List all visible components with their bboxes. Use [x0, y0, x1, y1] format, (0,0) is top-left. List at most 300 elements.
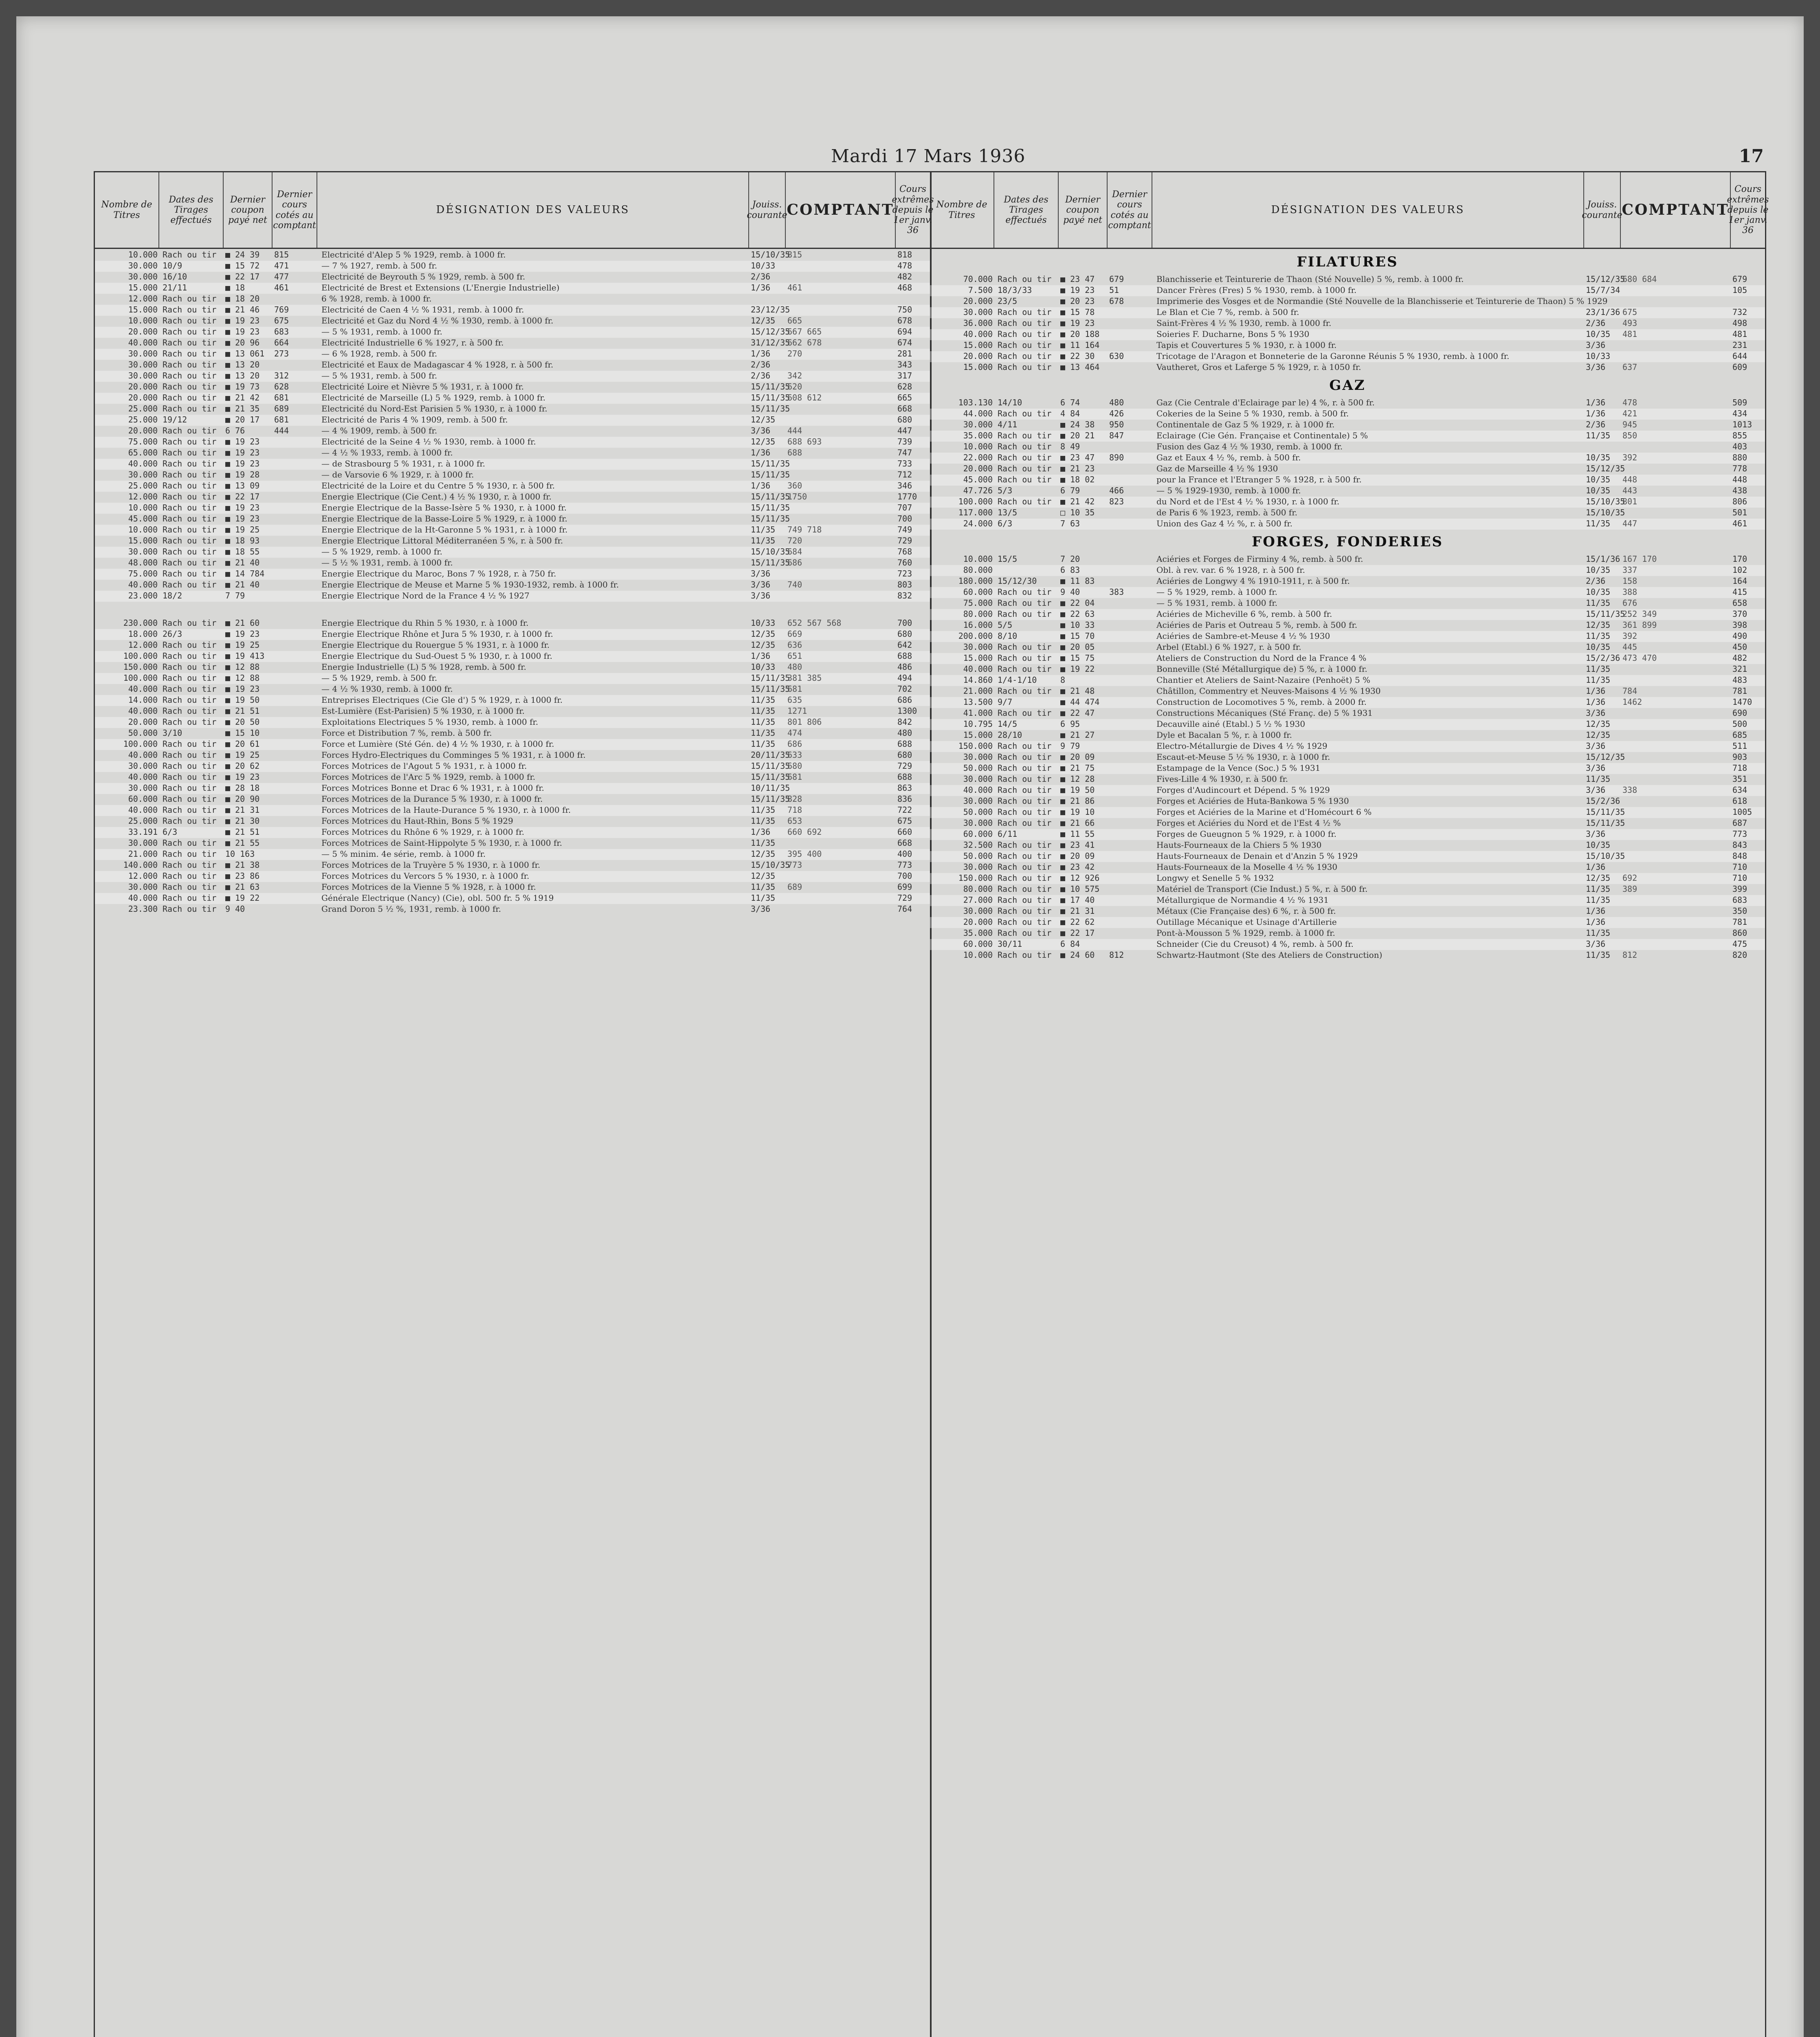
table-row	[930, 497, 1765, 508]
titres-count: 30.000	[963, 774, 993, 784]
extreme-price: 317	[897, 371, 912, 381]
titres-count: 30.000	[963, 307, 993, 317]
tirage-date: Rach ou tir	[998, 497, 1052, 506]
extreme-price: 678	[897, 316, 912, 326]
coupon-value: ■ 24 38	[1060, 420, 1095, 429]
coupon-value: ■ 28 18	[225, 783, 260, 793]
titres-count: 230.000	[123, 618, 158, 628]
comptant-price: 740	[787, 580, 802, 590]
titres-count: 30.000	[128, 371, 158, 381]
extreme-price: 773	[897, 860, 912, 870]
titres-count: 15.000	[963, 730, 993, 740]
table-row	[930, 285, 1765, 296]
table-row	[930, 730, 1765, 741]
table-row	[930, 829, 1765, 840]
extreme-price: 818	[897, 250, 912, 260]
comptant-price: 749 718	[787, 525, 822, 535]
tirage-date: Rach ou tir	[163, 860, 217, 870]
extreme-price: 683	[1732, 895, 1747, 905]
coupon-value: 7 63	[1060, 519, 1080, 528]
titres-count: 100.000	[123, 739, 158, 749]
coupon-value: ■ 22 17	[1060, 928, 1095, 938]
table-row	[930, 307, 1765, 318]
security-name: — 4 % 1909, remb. à 500 fr.	[321, 426, 437, 436]
table-row	[95, 360, 930, 371]
titres-count: 15.000	[963, 340, 993, 350]
col-dates: Dates des Tirages effectués	[159, 172, 224, 248]
extreme-price: 482	[1732, 653, 1747, 663]
table-row	[930, 752, 1765, 763]
table-row	[930, 939, 1765, 950]
table-row	[930, 318, 1765, 329]
extreme-price: 686	[897, 695, 912, 705]
coupon-value: ■ 20 09	[1060, 851, 1095, 861]
coupon-value: ■ 19 10	[1060, 807, 1095, 817]
table-row	[95, 272, 930, 283]
extreme-price: 880	[1732, 453, 1747, 462]
jouissance: 15/11/35	[1586, 807, 1625, 817]
col-coupon: Dernier coupon payé net	[1059, 172, 1108, 248]
security-name: Energie Electrique Rhône et Jura 5 % 1930, r. à 1000 fr.	[321, 629, 553, 639]
comptant-price: 815	[787, 250, 802, 260]
tirage-date: Rach ou tir	[163, 371, 217, 381]
comptant-price: 686	[787, 739, 802, 749]
comptant-price: 684	[787, 547, 802, 557]
coupon-value: ■ 20 17	[225, 415, 260, 425]
titres-count: 36.000	[963, 318, 993, 328]
table-row	[95, 470, 930, 481]
titres-count: 150.000	[958, 873, 993, 883]
jouissance: 15/2/36	[1586, 653, 1620, 663]
extreme-price: 494	[897, 673, 912, 683]
tirage-date: Rach ou tir	[163, 618, 217, 628]
titres-count: 30.000	[128, 272, 158, 282]
jouissance: 15/12/35	[1586, 274, 1625, 284]
titres-count: 40.000	[128, 459, 158, 469]
table-row	[930, 554, 1765, 565]
security-name: Electricité et Eaux de Madagascar 4 % 1928, r. à 500 fr.	[321, 360, 554, 370]
tirage-date: 6/3	[998, 519, 1013, 528]
extreme-price: 675	[897, 816, 912, 826]
titres-count: 45.000	[963, 475, 993, 484]
coupon-value: ■ 21 66	[1060, 818, 1095, 828]
tirage-date: 16/10	[163, 272, 187, 282]
table-row	[95, 728, 930, 739]
tirage-date: Rach ou tir	[163, 437, 217, 447]
security-name: — 4 ½ % 1930, remb. à 1000 fr.	[321, 684, 453, 694]
extreme-price: 729	[897, 761, 912, 771]
table-row	[95, 514, 930, 525]
titres-count: 30.000	[128, 349, 158, 359]
tirage-date: Rach ou tir	[998, 785, 1052, 795]
tirage-date: 6/11	[998, 829, 1018, 839]
security-name: du Nord et de l'Est 4 ½ % 1930, r. à 1000 fr.	[1156, 497, 1340, 506]
table-row	[95, 882, 930, 893]
table-row	[95, 316, 930, 327]
jouissance: 3/36	[751, 580, 771, 590]
col-jouiss: Jouiss. courante	[749, 172, 786, 248]
extreme-price: 343	[897, 360, 912, 370]
coupon-value: 7 20	[1060, 554, 1080, 564]
jouissance: 12/35	[1586, 873, 1611, 883]
security-name: Ateliers de Construction du Nord de la France 4 %	[1156, 653, 1367, 663]
coupon-value: 6 79	[1060, 486, 1080, 495]
comptant-price: 688 693	[787, 437, 822, 447]
comptant-price: 812	[1622, 950, 1638, 960]
tirage-date: Rach ou tir	[998, 409, 1052, 418]
comptant-price: 801 806	[787, 717, 822, 727]
titres-count: 40.000	[963, 664, 993, 674]
security-name: Forces Motrices Bonne et Drac 6 % 1931, r. à 1000 fr.	[321, 783, 545, 793]
extreme-price: 1300	[897, 706, 917, 716]
coupon-value: ■ 21 23	[1060, 464, 1095, 473]
titres-count: 30.000	[128, 261, 158, 271]
security-name: Générale Electrique (Nancy) (Cie), obl. 500 fr. 5 % 1919	[321, 893, 554, 903]
titres-count: 48.000	[128, 558, 158, 568]
tirage-date: Rach ou tir	[163, 838, 217, 848]
last-price: 681	[274, 393, 289, 403]
jouissance: 23/12/35	[751, 305, 790, 315]
tirage-date: Rach ou tir	[998, 664, 1052, 674]
coupon-value: ■ 13 20	[225, 371, 260, 381]
extreme-price: 370	[1732, 609, 1747, 619]
extreme-price: 680	[897, 415, 912, 425]
security-name: Matériel de Transport (Cie Indust.) 5 %, r. à 500 fr.	[1156, 884, 1368, 894]
tirage-date: Rach ou tir	[998, 752, 1052, 762]
titres-count: 180.000	[958, 576, 993, 586]
extreme-price: 350	[1732, 906, 1747, 916]
coupon-value: 8 49	[1060, 442, 1080, 451]
table-row	[930, 950, 1765, 961]
tirage-date: Rach ou tir	[998, 362, 1052, 372]
coupon-value: ■ 21 63	[225, 882, 260, 892]
comptant-price: 447	[1622, 519, 1638, 528]
security-name: Electricité de Paris 4 % 1909, remb. à 500 fr.	[321, 415, 508, 425]
comptant-price: 1271	[787, 706, 807, 716]
jouissance: 15/11/35	[751, 673, 790, 683]
extreme-price: 903	[1732, 752, 1747, 762]
titres-count: 50.000	[128, 728, 158, 738]
tirage-date: Rach ou tir	[163, 651, 217, 661]
tirage-date: Rach ou tir	[163, 316, 217, 326]
comptant-price: 945	[1622, 420, 1638, 429]
extreme-price: 478	[897, 261, 912, 271]
comptant-price: 720	[787, 536, 802, 546]
tirage-date: Rach ou tir	[998, 442, 1052, 451]
jouissance: 15/11/35	[751, 459, 790, 469]
table-row	[930, 620, 1765, 631]
table-row	[930, 928, 1765, 939]
titres-count: 150.000	[958, 741, 993, 751]
security-name: Energie Electrique de Meuse et Marne 5 % 1930-1932, remb. à 1000 fr.	[321, 580, 619, 590]
coupon-value: ■ 23 42	[1060, 862, 1095, 872]
coupon-value: ■ 21 46	[225, 305, 260, 315]
table-row	[95, 393, 930, 404]
tirage-date: Rach ou tir	[998, 686, 1052, 696]
jouissance: 15/2/36	[1586, 796, 1620, 806]
coupon-value: ■ 15 78	[1060, 307, 1095, 317]
tirage-date: Rach ou tir	[163, 393, 217, 403]
last-price: 630	[1109, 351, 1124, 361]
jouissance: 15/11/35	[751, 558, 790, 568]
table-row	[930, 329, 1765, 340]
table-row	[95, 492, 930, 503]
coupon-value: ■ 22 63	[1060, 609, 1095, 619]
jouissance: 15/11/35	[751, 404, 790, 414]
jouissance: 15/11/35	[751, 772, 790, 782]
coupon-value: ■ 19 22	[225, 893, 260, 903]
tirage-date: Rach ou tir	[998, 340, 1052, 350]
extreme-price: 842	[897, 717, 912, 727]
titres-count: 50.000	[963, 851, 993, 861]
table-row	[95, 547, 930, 558]
tirage-date: Rach ou tir	[998, 807, 1052, 817]
coupon-value: ■ 21 31	[225, 805, 260, 815]
coupon-value: ■ 18 55	[225, 547, 260, 557]
titres-count: 12.000	[128, 640, 158, 650]
coupon-value: ■ 15 72	[225, 261, 260, 271]
coupon-value: ■ 12 28	[1060, 774, 1095, 784]
tirage-date: 23/5	[998, 296, 1018, 306]
jouissance: 2/36	[1586, 576, 1606, 586]
table-row	[95, 459, 930, 470]
extreme-price: 486	[897, 662, 912, 672]
jouissance: 11/35	[1586, 950, 1611, 960]
titres-count: 10.000	[963, 442, 993, 451]
comptant-price: 652 567 568	[787, 618, 842, 628]
table-row	[930, 362, 1765, 373]
tirage-date: Rach ou tir	[163, 360, 217, 370]
coupon-value: ■ 11 164	[1060, 340, 1100, 350]
jouissance: 15/10/35	[751, 250, 790, 260]
table-row	[95, 382, 930, 393]
titres-count: 15.000	[128, 283, 158, 293]
last-price: 480	[1109, 398, 1124, 407]
jouissance: 11/35	[751, 695, 776, 705]
extreme-price: 750	[897, 305, 912, 315]
titres-count: 10.000	[128, 525, 158, 535]
jouissance: 12/35	[751, 415, 776, 425]
jouissance: 1/36	[751, 283, 771, 293]
tirage-date: Rach ou tir	[163, 492, 217, 502]
tirage-date: 28/10	[998, 730, 1022, 740]
comptant-price: 360	[787, 481, 802, 491]
last-price: 312	[274, 371, 289, 381]
extreme-price: 712	[897, 470, 912, 480]
comptant-price: 681	[787, 684, 802, 694]
col-nombre: Nombre de Titres	[930, 172, 994, 248]
comptant-price: 718	[787, 805, 802, 815]
tirage-date: Rach ou tir	[163, 305, 217, 315]
titres-count: 12.000	[128, 294, 158, 304]
jouissance: 15/11/35	[751, 393, 790, 403]
last-price: 675	[274, 316, 289, 326]
coupon-value: 6 74	[1060, 398, 1080, 407]
comptant-price: 660 692	[787, 827, 822, 837]
titres-count: 20.000	[128, 393, 158, 403]
table-row	[930, 464, 1765, 475]
table-row	[95, 827, 930, 838]
titres-count: 15.000	[963, 362, 993, 372]
tirage-date: Rach ou tir	[163, 783, 217, 793]
security-name: Métallurgique de Normandie 4 ½ % 1931	[1156, 895, 1329, 905]
comptant-price: 474	[787, 728, 802, 738]
jouissance: 11/35	[1586, 884, 1611, 894]
comptant-price: 1462	[1622, 697, 1642, 707]
coupon-value: ■ 13 09	[225, 481, 260, 491]
tirage-date: 21/11	[163, 283, 187, 293]
tirage-date: 1/4-1/10	[998, 675, 1037, 685]
coupon-value: ■ 22 62	[1060, 917, 1095, 927]
security-name: — 4 ½ % 1933, remb. à 1000 fr.	[321, 448, 453, 458]
extreme-price: 501	[1732, 508, 1747, 517]
comptant-price: 681	[787, 772, 802, 782]
table-row	[95, 871, 930, 882]
tirage-date: Rach ou tir	[998, 906, 1052, 916]
extreme-price: 680	[897, 750, 912, 760]
quotation-table	[94, 171, 1769, 2037]
tirage-date: Rach ou tir	[998, 587, 1052, 597]
security-name: Constructions Mécaniques (Sté Franç. de) 5 % 1931	[1156, 708, 1373, 718]
table-row	[95, 536, 930, 547]
last-price: 679	[1109, 274, 1124, 284]
tirage-date: Rach ou tir	[163, 294, 217, 304]
col-coupon: Dernier coupon payé net	[224, 172, 273, 248]
extreme-price: 694	[897, 327, 912, 337]
jouissance: 15/11/35	[751, 794, 790, 804]
right-table-header	[930, 172, 1769, 249]
extreme-price: 781	[1732, 686, 1747, 696]
jouissance: 1/36	[751, 448, 771, 458]
extreme-price: 468	[897, 283, 912, 293]
tirage-date: Rach ou tir	[998, 307, 1052, 317]
comptant-price: 478	[1622, 398, 1638, 407]
tirage-date: 10/9	[163, 261, 182, 271]
titres-count: 25.000	[128, 415, 158, 425]
tirage-date: 6/3	[163, 827, 178, 837]
jouissance: 15/11/35	[1586, 609, 1625, 619]
coupon-value: ■ 13 20	[225, 360, 260, 370]
tirage-date: 5/5	[998, 620, 1013, 630]
coupon-value: ■ 21 40	[225, 558, 260, 568]
tirage-date: Rach ou tir	[163, 558, 217, 568]
coupon-value: ■ 18 20	[225, 294, 260, 304]
titres-count: 150.000	[123, 662, 158, 672]
last-price: 426	[1109, 409, 1124, 418]
titres-count: 18.000	[128, 629, 158, 639]
extreme-price: 820	[1732, 950, 1747, 960]
table-row	[930, 431, 1765, 442]
jouissance: 15/10/35	[1586, 508, 1625, 517]
coupon-value: ■ 23 47	[1060, 453, 1095, 462]
last-price: 678	[1109, 296, 1124, 306]
table-row	[930, 409, 1765, 420]
extreme-price: 764	[897, 904, 912, 914]
security-name: Force et Distribution 7 %, remb. à 500 fr.	[321, 728, 492, 738]
jouissance: 11/35	[751, 805, 776, 815]
table-row	[930, 519, 1765, 530]
titres-count: 117.000	[958, 508, 993, 517]
table-row	[95, 651, 930, 662]
extreme-price: 699	[897, 882, 912, 892]
comptant-price: 270	[787, 349, 802, 359]
jouissance: 3/36	[751, 591, 771, 601]
extreme-price: 855	[1732, 431, 1747, 440]
table-row	[95, 305, 930, 316]
tirage-date: Rach ou tir	[163, 426, 217, 436]
jouissance: 20/11/35	[751, 750, 790, 760]
comptant-price: 801	[1622, 497, 1638, 506]
extreme-price: 832	[897, 591, 912, 601]
titres-count: 40.000	[128, 338, 158, 348]
table-row	[930, 719, 1765, 730]
table-row	[930, 420, 1765, 431]
titres-count: 32.500	[963, 840, 993, 850]
tirage-date: Rach ou tir	[163, 761, 217, 771]
jouissance: 11/35	[1586, 895, 1611, 905]
table-row	[95, 569, 930, 580]
security-name: Forges et Aciéries du Nord et de l'Est 4 ½ %	[1156, 818, 1341, 828]
coupon-value: 4 84	[1060, 409, 1080, 418]
extreme-price: 482	[897, 272, 912, 282]
tirage-date: Rach ou tir	[998, 895, 1052, 905]
last-price: 890	[1109, 453, 1124, 462]
tirage-date: 9/7	[998, 697, 1013, 707]
security-name: Electricité Loire et Nièvre 5 % 1931, r. à 1000 fr.	[321, 382, 524, 392]
tirage-date: Rach ou tir	[998, 453, 1052, 462]
coupon-value: ■ 22 30	[1060, 351, 1095, 361]
comptant-price: 392	[1622, 453, 1638, 462]
security-name: Longwy et Senelle 5 % 1932	[1156, 873, 1274, 883]
titres-count: 35.000	[963, 928, 993, 938]
security-name: Saint-Frères 4 ½ % 1930, remb. à 1000 fr.	[1156, 318, 1332, 328]
security-name: Electricité d'Alep 5 % 1929, remb. à 1000 fr.	[321, 250, 506, 260]
coupon-value: ■ 19 22	[1060, 664, 1095, 674]
security-name: 6 % 1928, remb. à 1000 fr.	[321, 294, 432, 304]
tirage-date: Rach ou tir	[163, 739, 217, 749]
titres-count: 80.000	[963, 565, 993, 575]
titres-count: 20.000	[128, 382, 158, 392]
titres-count: 50.000	[963, 763, 993, 773]
titres-count: 30.000	[128, 360, 158, 370]
security-name: Energie Electrique du Rouergue 5 % 1931, r. à 1000 fr.	[321, 640, 550, 650]
extreme-price: 685	[1732, 730, 1747, 740]
titres-count: 15.000	[963, 653, 993, 663]
table-row	[930, 609, 1765, 620]
jouissance: 15/11/35	[751, 382, 790, 392]
tirage-date: Rach ou tir	[998, 653, 1052, 663]
extreme-price: 644	[1732, 351, 1747, 361]
extreme-price: 739	[897, 437, 912, 447]
tirage-date: Rach ou tir	[163, 338, 217, 348]
table-row	[930, 862, 1765, 873]
security-name: Union des Gaz 4 ½ %, r. à 500 fr.	[1156, 519, 1293, 528]
tirage-date: Rach ou tir	[998, 950, 1052, 960]
left-rows	[95, 250, 930, 915]
jouissance: 10/35	[1586, 486, 1611, 495]
coupon-value: ■ 15 70	[1060, 631, 1095, 641]
coupon-value: ■ 24 60	[1060, 950, 1095, 960]
security-name: Outillage Mécanique et Usinage d'Artillerie	[1156, 917, 1337, 927]
titres-count: 12.000	[128, 871, 158, 881]
titres-count: 40.000	[128, 580, 158, 590]
extreme-price: 658	[1732, 598, 1747, 608]
security-name: Forces Motrices du Rhône 6 % 1929, r. à 1000 fr.	[321, 827, 525, 837]
col-jouiss: Jouiss. courante	[1584, 172, 1621, 248]
security-name: Forces Motrices de l'Agout 5 % 1931, r. à 1000 fr.	[321, 761, 527, 771]
security-name: — 5 % 1929, remb. à 1000 fr.	[1156, 587, 1277, 597]
comptant-price: 675	[1622, 307, 1638, 317]
